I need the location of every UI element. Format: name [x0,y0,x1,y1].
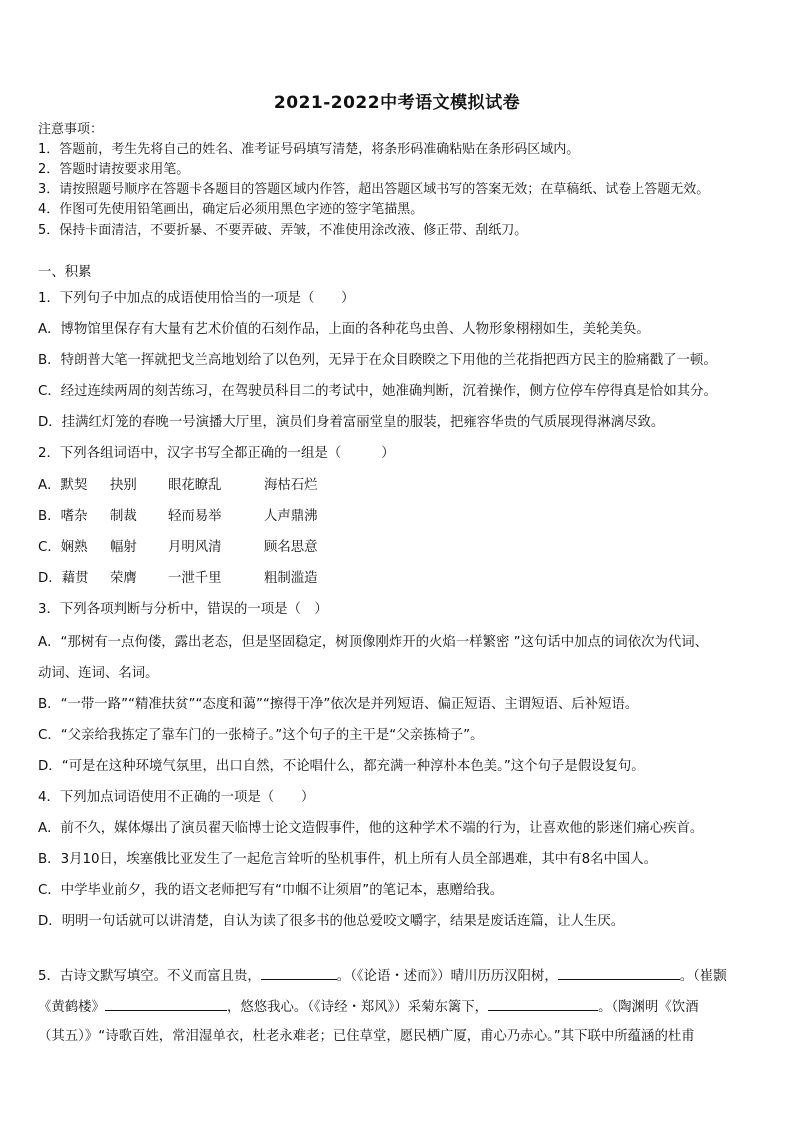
option-word: 海枯石烂 [264,478,318,493]
option-b: B．特朗普大笔一挥就把戈兰高地划给了以色列，无异于在众目睽睽之下用他的兰花指把西方民主的脸痛戳了一顿。 [38,353,717,368]
option-a: A．博物馆里保存有大量有艺术价值的石刻作品，上面的各种花鸟虫兽、人物形象栩栩如生，美轮美奂。 [38,322,650,337]
option-word: 制裁 [110,509,137,524]
option-word: 荣膺 [110,571,137,586]
answer-blank[interactable] [488,997,598,1011]
option-word: 幅射 [110,540,137,555]
option-label: D．藉贯 [38,571,89,586]
option-word: 月明风清 [168,540,222,555]
text-segment: 。（崔颢 [679,969,727,984]
option-d: D．明明一句话就可以讲清楚，自认为读了很多书的他总爱咬文嚼字，结果是废话连篇，让人生厌。 [38,914,625,929]
note-item: 2．答题时请按要求用笔。 [38,162,190,177]
option-d: D．“可是在这种环境气氛里，出口自然，不论唱什么，都充满一种淳朴本色美。”这个句子是假设复句。 [38,759,645,774]
option-c: C．经过连续两周的刻苦练习，在驾驶员科目二的考试中，她准确判断，沉着操作，侧方位停车停得真是恰如其分。 [38,384,717,399]
note-item: 4．作图可先使用铅笔画出，确定后必须用黑色字迹的签字笔描黑。 [38,202,424,217]
notes-heading: 注意事项： [38,122,104,137]
answer-blank[interactable] [558,966,680,980]
question-stem: 1．下列句子中加点的成语使用恰当的一项是（ ） [38,291,355,306]
option-a: A．前不久，媒体爆出了演员翟天临博士论文造假事件，他的这种学术不端的行为，让喜欢他的影迷们痛心疾首。 [38,821,704,836]
option-d: D．挂满红灯笼的春晚一号演播大厅里，演员们身着富丽堂皇的服装，把雍容华贵的气质展现得淋漓尽致。 [38,415,665,430]
option-word: 人声鼎沸 [264,509,318,524]
option-label: B．嗜杂 [38,509,88,524]
text-segment: 《黄鹤楼》 [38,1000,105,1015]
answer-blank[interactable] [261,966,337,980]
option-b: B．“一带一路”“精准扶贫”“态度和蔼”“擦得干净”依次是并列短语、偏正短语、主谓短语、后补短语。 [38,697,639,712]
option-word: 粗制滥造 [264,571,318,586]
note-item: 3．请按照题号顺序在答题卡各题目的答题区域内作答，超出答题区域书写的答案无效；在草稿纸、试卷上答题无效。 [38,182,710,197]
option-label: A．默契 [38,478,88,493]
note-item: 5．保持卡面清洁，不要折暴、不要弄破、弄皱，不准使用涂改液、修正带、刮纸刀。 [38,223,528,238]
option-b: B．3月10日，埃塞俄比亚发生了一起危言耸听的坠机事件，机上所有人员全部遇难，其中有8名中国人。 [38,852,658,867]
option-a-cont: 动词、连词、名词。 [38,666,159,681]
answer-blank[interactable] [105,997,227,1011]
option-word: 轻而易举 [168,509,222,524]
question-line [38,966,727,986]
option-a: A．“那树有一点佝偻，露出老态，但是坚固稳定，树顶像刚炸开的火焰一样繁密 ”这句话中加点的词依次为代词、 [38,635,709,650]
option-word: 一泄千里 [168,571,222,586]
question-line: （其五）》“诗歌百姓，常泪湿单衣，杜老永难老；已住草堂，愿民栖广厦，甫心乃赤心。”其下联中所蕴涵的杜甫 [38,1029,695,1044]
page-title: 2021-2022中考语文模拟试卷 [273,93,521,113]
option-word: 眼花瞭乱 [168,478,222,493]
option-word: 顾名思意 [264,540,318,555]
text-segment: 。（陶渊明《饮酒 [598,1000,699,1015]
option-c: C．“父亲给我拣定了靠车门的一张椅子。”这个句子的主干是“父亲拣椅子”。 [38,728,484,743]
note-item: 1．答题前，考生先将自己的姓名、准考证号码填写清楚，将条形码准确粘贴在条形码区域内。 [38,142,580,157]
question-stem: 4．下列加点词语使用不正确的一项是（ ） [38,790,315,805]
option-label: C．娴熟 [38,540,88,555]
question-stem: 3．下列各项判断与分析中，错误的一项是（ ） [38,602,328,617]
option-c: C．中学毕业前夕，我的语文老师把写有“巾帼不让须眉”的笔记本，惠赠给我。 [38,883,504,898]
section-heading: 一、积累 [38,265,92,280]
question-stem: 2．下列各组词语中，汉字书写全都正确的一组是（ ） [38,446,395,461]
text-segment: 。（《论语・述而》）晴川历历汉阳树， [336,969,558,984]
text-segment: ，悠悠我心。（《诗经・郑风》）采菊东篱下， [226,1000,489,1015]
option-word: 抉别 [110,478,137,493]
question-line [38,997,699,1017]
text-segment: 5．古诗文默写填空。不义而富且贵， [38,969,261,984]
